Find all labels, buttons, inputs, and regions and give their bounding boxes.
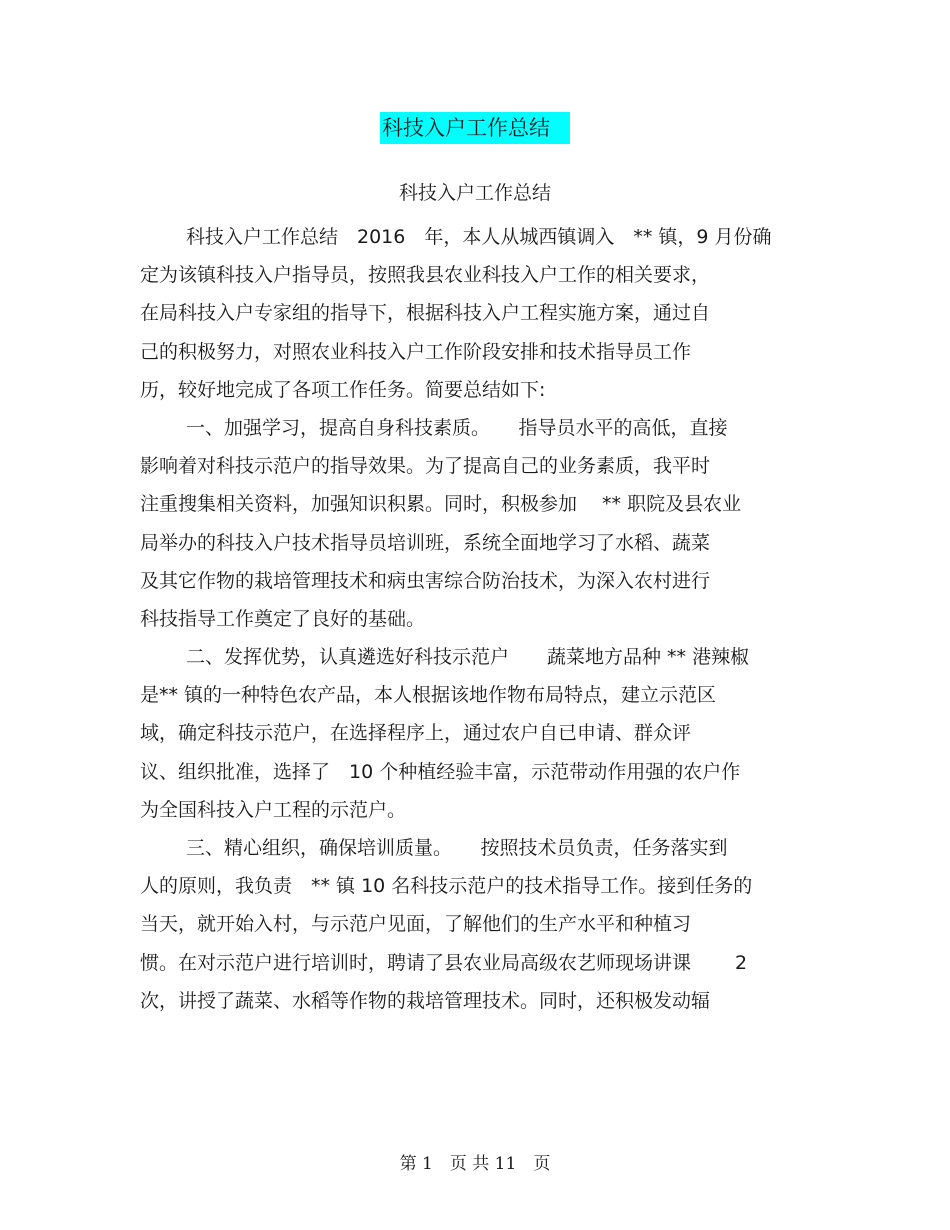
body-line: 科技指导工作奠定了良好的基础。	[140, 607, 426, 630]
document-title: 科技入户工作总结	[380, 112, 570, 144]
body-line: 三、精心组织，确保培训质量。 按照技术员负责，任务落实到	[186, 837, 728, 859]
body-line: 一、加强学习，提高自身科技素质。 指导员水平的高低，直接	[186, 416, 728, 439]
body-line: 惯。在对示范户进行培训时，聘请了县农业局高级农艺师现场讲课 2	[140, 951, 748, 974]
body-line: 人的原则，我负责 ** 镇 10 名科技示范户的技术指导工作。接到任务的	[140, 875, 753, 898]
body-line: 局举办的科技入户技术指导员培训班，系统全面地学习了水稻、蔬菜	[140, 531, 711, 554]
body-line: 当天，就开始入村，与示范户见面，了解他们的生产水平和种植习	[140, 913, 692, 936]
body-line: 二、发挥优势，认真遴选好科技示范户 蔬菜地方品种 ** 港辣椒	[186, 646, 750, 669]
page-footer: 第 1 页 共 11 页	[399, 1154, 551, 1174]
body-line: 次，讲授了蔬菜、水稻等作物的栽培管理技术。同时，还积极发动辐	[140, 989, 711, 1012]
body-line: 历，较好地完成了各项工作任务。简要总结如下:	[140, 378, 546, 401]
body-line: 科技入户工作总结 2016 年，本人从城西镇调入 ** 镇，9 月份确	[186, 226, 772, 248]
body-line: 及其它作物的栽培管理技术和病虫害综合防治技术，为深入农村进行	[140, 569, 711, 592]
body-line: 影响着对科技示范户的指导效果。为了提高自己的业务素质，我平时	[140, 455, 711, 478]
document-title-container	[0, 112, 950, 144]
body-line: 是** 镇的一种特色农产品，本人根据该地作物布局特点，建立示范区	[140, 684, 717, 707]
body-line: 己的积极努力，对照农业科技入户工作阶段安排和技术指导员工作	[140, 340, 692, 363]
document-body	[140, 218, 800, 1020]
body-line: 定为该镇科技入户指导员，按照我县农业科技入户工作的相关要求，	[140, 264, 711, 287]
body-line: 为全国科技入户工程的示范户。	[140, 798, 407, 821]
body-line: 在局科技入户专家组的指导下，根据科技入户工程实施方案，通过自	[140, 302, 711, 325]
body-line: 注重搜集相关资料，加强知识积累。同时，积极参加 ** 职院及县农业	[140, 493, 742, 516]
body-line: 议、组织批准，选择了 10 个种植经验丰富，示范带动作用强的农户作	[140, 760, 741, 783]
body-line: 域，确定科技示范户，在选择程序上，通过农户自已申请、群众评	[140, 722, 692, 745]
document-subtitle: 科技入户工作总结	[398, 182, 551, 204]
